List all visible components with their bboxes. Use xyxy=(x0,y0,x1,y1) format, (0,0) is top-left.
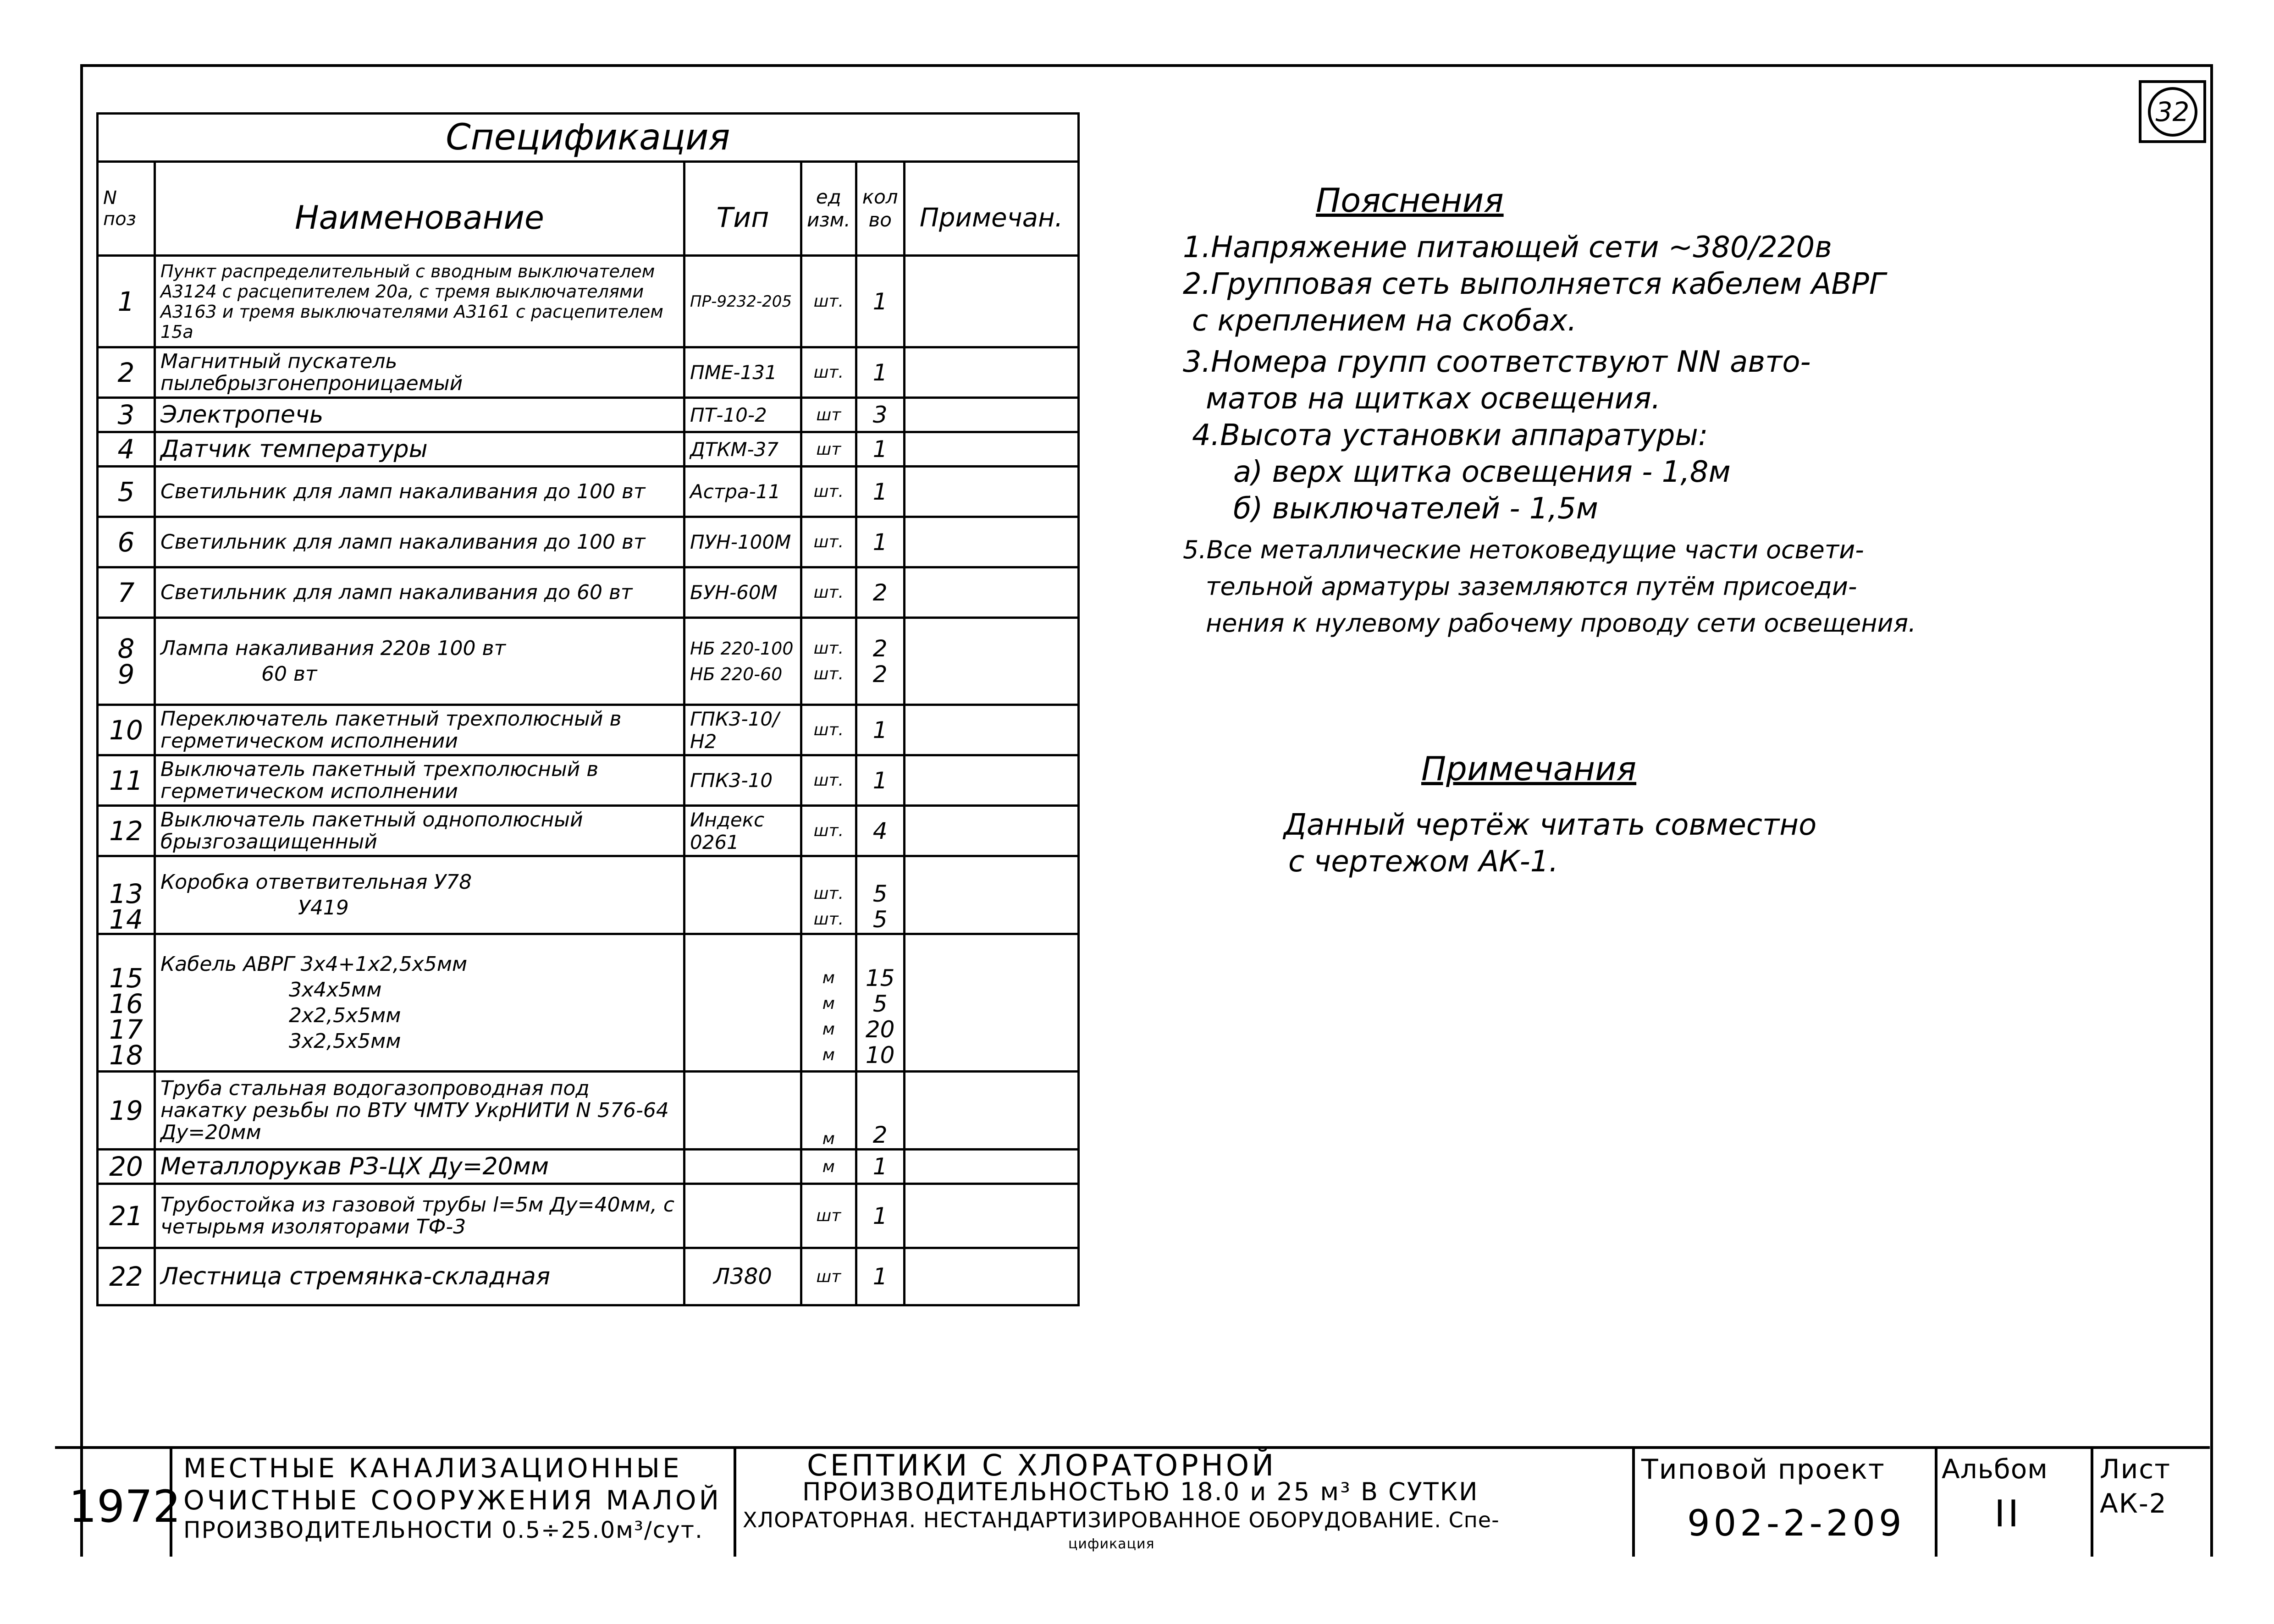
table-row xyxy=(98,432,1079,467)
row-note xyxy=(904,618,1078,705)
row-num: 4 xyxy=(98,432,155,467)
row-name: Выключатель пакетный трехполюсный в герметическом исполнении xyxy=(155,755,684,806)
row-unit: шт. xyxy=(813,664,844,683)
sheet-value: АК-2 xyxy=(2100,1488,2167,1519)
row-name: У419 xyxy=(298,896,349,919)
row-name: 2х2,5х5мм xyxy=(289,1003,401,1027)
row-unit: м xyxy=(801,1150,856,1184)
row-type: Астра-11 xyxy=(684,467,801,517)
row-num: 10 xyxy=(98,705,155,755)
row-num: 16 xyxy=(109,988,143,1019)
row-type: ПТ-10-2 xyxy=(684,398,801,432)
row-note xyxy=(904,806,1078,856)
table-row xyxy=(98,934,1079,1072)
row-type xyxy=(684,1072,801,1150)
row-name: Магнитный пускатель пылебрызгонепроницаемый xyxy=(155,347,684,398)
table-row xyxy=(98,398,1079,432)
explanation-line: матов на щитках освещения. xyxy=(1206,382,1661,416)
header-type: Тип xyxy=(684,162,801,256)
row-qty: 1 xyxy=(856,347,904,398)
table-row xyxy=(98,347,1079,398)
row-qty: 2 xyxy=(872,635,888,662)
row-qty: 1 xyxy=(856,705,904,755)
explanation-line: 3.Номера групп соответствуют NN авто- xyxy=(1183,345,1811,379)
header-name: Наименование xyxy=(155,162,684,256)
row-note xyxy=(904,467,1078,517)
row-name: 60 вт xyxy=(261,662,317,686)
header-note: Примечан. xyxy=(904,162,1078,256)
project-line: МЕСТНЫЕ КАНАЛИЗАЦИОННЫЕ xyxy=(183,1453,682,1484)
row-qty: 10 xyxy=(865,1041,895,1068)
row-qty: 1 xyxy=(856,467,904,517)
table-row xyxy=(98,1150,1079,1184)
row-unit: м xyxy=(822,968,835,987)
row-qty: 2 xyxy=(872,661,888,688)
explanation-line: 4.Высота установки аппаратуры: xyxy=(1192,418,1708,452)
row-qty: 2 xyxy=(856,1072,904,1150)
row-note xyxy=(904,1248,1078,1305)
row-num: 9 xyxy=(117,658,135,690)
row-qty: 1 xyxy=(856,1248,904,1305)
row-num: 6 xyxy=(98,517,155,567)
row-note xyxy=(904,934,1078,1072)
row-type xyxy=(684,856,801,934)
drawing-line: ПРОИЗВОДИТЕЛЬНОСТЬЮ 18.0 и 25 м³ В СУТКИ xyxy=(802,1477,1479,1506)
row-type: ПУН-100М xyxy=(684,517,801,567)
table-row xyxy=(98,517,1079,567)
table-row xyxy=(98,1184,1079,1248)
row-num: 14 xyxy=(109,903,143,935)
row-type: НБ 220-60 xyxy=(690,664,783,684)
row-note xyxy=(904,517,1078,567)
row-qty: 4 xyxy=(856,806,904,856)
sheet-label: Лист xyxy=(2100,1453,2171,1485)
explanation-line: с креплением на скобах. xyxy=(1192,304,1577,338)
row-note xyxy=(904,1150,1078,1184)
spec-title: Спецификация xyxy=(98,114,1079,162)
row-unit: шт. xyxy=(801,467,856,517)
explanations-list xyxy=(1183,229,2127,642)
row-name: Светильник для ламп накаливания до 100 вт xyxy=(155,517,684,567)
row-name: Электропечь xyxy=(155,398,684,432)
row-unit: шт. xyxy=(801,705,856,755)
row-unit: шт. xyxy=(801,347,856,398)
album-label: Альбом xyxy=(1942,1453,2048,1485)
row-name: 3х2,5х5мм xyxy=(289,1029,401,1053)
row-type: ГПК3-10 xyxy=(684,755,801,806)
row-num: 22 xyxy=(98,1248,155,1305)
row-qty: 1 xyxy=(856,432,904,467)
row-unit: м xyxy=(822,994,835,1013)
row-unit: шт. xyxy=(801,517,856,567)
drawing-line: СЕПТИКИ С ХЛОРАТОРНОЙ xyxy=(807,1449,1277,1483)
project-line: ОЧИСТНЫЕ СООРУЖЕНИЯ МАЛОЙ xyxy=(183,1485,722,1516)
table-row xyxy=(98,467,1079,517)
remark-line: Данный чертёж читать совместно xyxy=(1284,808,1817,842)
row-qty: 15 xyxy=(865,964,895,991)
row-qty: 5 xyxy=(872,990,888,1017)
row-name: Датчик температуры xyxy=(155,432,684,467)
row-unit: шт. xyxy=(801,755,856,806)
album-value: II xyxy=(1994,1492,2022,1535)
row-name: Пункт распределительный с вводным выключателем А3124 с расцепителем 20а, с тремя выключателями А3163 и тремя выключателями А3161 с расцепителем 15а xyxy=(155,256,684,347)
row-unit: шт xyxy=(801,1248,856,1305)
row-type xyxy=(684,1184,801,1248)
row-type xyxy=(684,934,801,1072)
row-name: Выключатель пакетный однополюсный брызгозащищенный xyxy=(155,806,684,856)
row-note xyxy=(904,256,1078,347)
row-type: НБ 220-100 xyxy=(690,638,794,659)
row-note xyxy=(904,755,1078,806)
row-unit: шт. xyxy=(801,806,856,856)
row-num: 11 xyxy=(98,755,155,806)
row-name: Лестница стремянка-складная xyxy=(155,1248,684,1305)
explanation-line: а) верх щитка освещения - 1,8м xyxy=(1233,455,1731,489)
table-row xyxy=(98,755,1079,806)
table-row xyxy=(98,567,1079,618)
row-qty: 1 xyxy=(856,1150,904,1184)
typical-project-label: Типовой проект xyxy=(1641,1453,1885,1486)
remarks-text xyxy=(1284,807,1816,880)
row-type: Индекс 0261 xyxy=(684,806,801,856)
table-row xyxy=(98,1072,1079,1150)
row-num: 1 xyxy=(98,256,155,347)
row-qty: 20 xyxy=(865,1016,895,1043)
row-num: 5 xyxy=(98,467,155,517)
row-note xyxy=(904,567,1078,618)
row-name: Лампа накаливания 220в 100 вт xyxy=(160,636,506,660)
row-num: 8 xyxy=(117,633,135,664)
row-note xyxy=(904,432,1078,467)
row-qty: 2 xyxy=(856,567,904,618)
project-line: ПРОИЗВОДИТЕЛЬНОСТИ 0.5÷25.0м³/сут. xyxy=(183,1517,703,1543)
remarks-title: Примечания xyxy=(1421,749,1637,788)
row-qty: 1 xyxy=(856,256,904,347)
table-row xyxy=(98,806,1079,856)
table-row xyxy=(98,856,1079,934)
row-name: Светильник для ламп накаливания до 60 вт xyxy=(155,567,684,618)
row-num: 13 xyxy=(109,878,143,909)
table-row xyxy=(98,618,1079,705)
row-num: 21 xyxy=(98,1184,155,1248)
row-unit: шт. xyxy=(813,884,844,903)
row-num: 17 xyxy=(109,1013,143,1045)
typical-project-value: 902-2-209 xyxy=(1687,1503,1905,1544)
row-unit: м xyxy=(822,1019,835,1039)
row-qty: 1 xyxy=(856,517,904,567)
row-type: ПР-9232-205 xyxy=(684,256,801,347)
row-name: Коробка ответвительная У78 xyxy=(160,870,472,894)
explanation-line: нения к нулевому рабочему проводу сети освещения. xyxy=(1206,609,1916,638)
row-name: Труба стальная водогазопроводная под накатку резьбы по ВТУ ЧМТУ УкрНИТИ N 576-64 Ду=20мм xyxy=(155,1072,684,1150)
row-num: 7 xyxy=(98,567,155,618)
row-qty: 3 xyxy=(856,398,904,432)
row-note xyxy=(904,347,1078,398)
row-type: ГПК3-10/Н2 xyxy=(684,705,801,755)
row-unit: м xyxy=(801,1072,856,1150)
row-note xyxy=(904,705,1078,755)
drawing-line: ХЛОРАТОРНАЯ. НЕСТАНДАРТИЗИРОВАННОЕ ОБОРУДОВАНИЕ. Спе- xyxy=(743,1508,1500,1532)
row-unit: шт. xyxy=(801,567,856,618)
sheet-number-box xyxy=(2139,80,2206,143)
row-type: Л380 xyxy=(684,1248,801,1305)
row-note xyxy=(904,1072,1078,1150)
row-num: 18 xyxy=(109,1039,143,1071)
row-qty: 5 xyxy=(872,906,888,933)
row-note xyxy=(904,856,1078,934)
explanation-line: 5.Все металлические нетоковедущие части освети- xyxy=(1183,535,1864,564)
row-name: Трубостойка из газовой трубы l=5м Ду=40мм, с четырьмя изоляторами ТФ-3 xyxy=(155,1184,684,1248)
row-name: Металлорукав РЗ-ЦХ Ду=20мм xyxy=(155,1150,684,1184)
row-num: 2 xyxy=(98,347,155,398)
row-num: 19 xyxy=(98,1072,155,1150)
header-unit: ед изм. xyxy=(801,162,856,256)
row-note xyxy=(904,1184,1078,1248)
row-name: Переключатель пакетный трехполюсный в герметическом исполнении xyxy=(155,705,684,755)
row-unit: шт xyxy=(801,432,856,467)
sheet-number: 32 xyxy=(2148,87,2197,137)
row-num: 3 xyxy=(98,398,155,432)
row-unit: шт. xyxy=(801,256,856,347)
row-type: ДТКМ-37 xyxy=(684,432,801,467)
explanation-line: 1.Напряжение питающей сети ~380/220в xyxy=(1183,231,1832,264)
header-qty: кол во xyxy=(856,162,904,256)
row-unit: шт xyxy=(801,1184,856,1248)
table-row xyxy=(98,256,1079,347)
row-num: 12 xyxy=(98,806,155,856)
table-row xyxy=(98,705,1079,755)
explanation-line: б) выключателей - 1,5м xyxy=(1233,492,1598,526)
header-num: N поз xyxy=(98,162,155,256)
row-name: Светильник для ламп накаливания до 100 вт xyxy=(155,467,684,517)
row-type: БУН-60М xyxy=(684,567,801,618)
row-unit: м xyxy=(822,1045,835,1064)
row-type: ПМЕ-131 xyxy=(684,347,801,398)
year: 1972 xyxy=(69,1481,181,1532)
row-name: 3х4х5мм xyxy=(289,978,382,1002)
row-name: Кабель АВРГ 3х4+1х2,5х5мм xyxy=(160,952,468,976)
row-type xyxy=(684,1150,801,1184)
row-unit: шт xyxy=(801,398,856,432)
row-num: 15 xyxy=(109,962,143,994)
table-row xyxy=(98,1248,1079,1305)
row-qty: 5 xyxy=(872,880,888,907)
row-num: 20 xyxy=(98,1150,155,1184)
row-unit: шт. xyxy=(813,639,844,658)
row-qty: 1 xyxy=(856,755,904,806)
title-block xyxy=(55,1446,2210,1557)
row-qty: 1 xyxy=(856,1184,904,1248)
row-note xyxy=(904,398,1078,432)
explanation-line: 2.Групповая сеть выполняется кабелем АВРГ xyxy=(1183,267,1886,301)
drawing-line: цификация xyxy=(1068,1536,1155,1552)
explanation-line: тельной арматуры заземляются путём присоеди- xyxy=(1206,572,1857,601)
remark-line: с чертежом АК-1. xyxy=(1288,845,1558,879)
row-unit: шт. xyxy=(813,909,844,929)
explanations-title: Пояснения xyxy=(1316,181,1504,220)
specification-table xyxy=(96,112,1080,1306)
